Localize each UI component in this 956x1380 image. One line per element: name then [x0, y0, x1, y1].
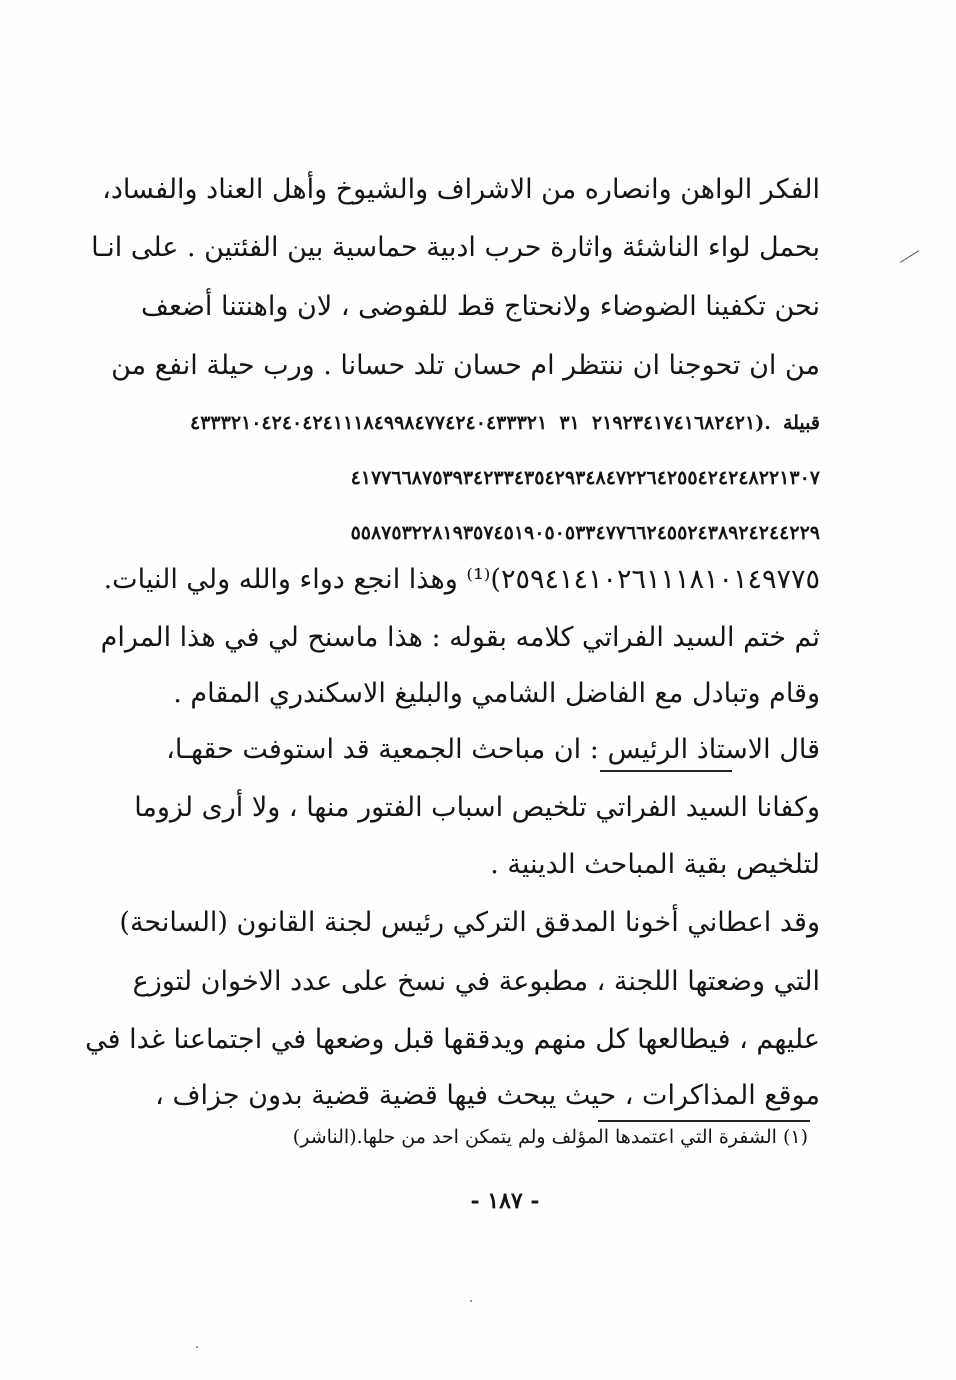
speaker-underline	[600, 770, 732, 772]
body-line: وقد اعطاني أخونا المدقق التركي رئيس لجنة القانون (السانحة)	[119, 907, 820, 938]
cipher-line: ٤١٧٧٦٦٨٧٥٣٩٣٤٢٣٣٤٣٥٤٢٩٣٤٨٤٧٢٢٦٤٢٥٥٤٢٤٢٤٨٢٢١٣٠٧	[350, 467, 820, 489]
scan-speck	[196, 1346, 198, 1348]
cipher-line: قبيلة .(٢١٩٢٣٤١٧٤١٦٨٢٤٢١ ٣١ ٤٣٣٣٢١٠٤٢٤٠٤٢٤١١١٨٤٩٩٨٤٧٧٤٢٤٠٤٣٣٣٢١	[190, 412, 820, 434]
body-line: وقام وتبادل مع الفاضل الشامي والبليغ الاسكندري المقام .	[173, 678, 820, 709]
scan-speck	[470, 1300, 472, 1302]
body-line: قال الاستاذ الرئيس : ان مباحث الجمعية قد استوفت حقهـا،	[166, 734, 820, 765]
body-line: ثم ختم السيد الفراتي كلامه بقوله : هذا ماسنح لي في هذا المرام	[100, 622, 820, 653]
page-number: - ١٨٧ -	[470, 1188, 540, 1214]
body-line: لتلخيص بقية المباحث الدينية .	[490, 849, 820, 880]
body-line: وكفانا السيد الفراتي تلخيص اسباب الفتور منها ، ولا أرى لزوما	[134, 792, 820, 823]
body-line: نحن تكفينا الضوضاء ولانحتاج قط للفوضى ، لان واهنتنا أضعف	[141, 291, 820, 322]
body-line: ٢٥٩٤١٤١٠٢٦١١١٨١٠١٤٩٧٧٥)⁽¹⁾ وهذا انجع دواء والله ولي النيات.	[103, 564, 820, 595]
footnote: (١) الشفرة التي اعتمدها المؤلف ولم يتمكن احد من حلها.(الناشر)	[292, 1126, 808, 1148]
body-line: من ان تحوجنا ان ننتظر ام حسان تلد حسانا . ورب حيلة انفع من	[111, 350, 820, 381]
body-line: التي وضعتها اللجنة ، مطبوعة في نسخ على عدد الاخوان لتوزع	[132, 966, 820, 997]
body-line: موقع المذاكرات ، حيث يبحث فيها قضية قضية بدون جزاف ،	[155, 1080, 820, 1111]
body-line: بحمل لواء الناشئة واثارة حرب ادبية حماسية بين الفئتين . على انـا	[91, 232, 820, 263]
cipher-line: ٥٥٨٧٥٣٢٢٨١٩٣٥٧٤٥١٩٠٥٠٥٣٣٤٧٧٦٦٢٤٥٥٢٤٣٨٩٢٤٢٤٤٢٢٩	[350, 522, 820, 544]
body-line: عليهم ، فيطالعها كل منهم ويدققها قبل وضعها في اجتماعنا غدا في	[85, 1024, 820, 1055]
body-line: الفكر الواهن وانصاره من الاشراف والشيوخ وأهل العناد والفساد،	[102, 174, 820, 205]
margin-pencil-mark	[900, 250, 919, 263]
